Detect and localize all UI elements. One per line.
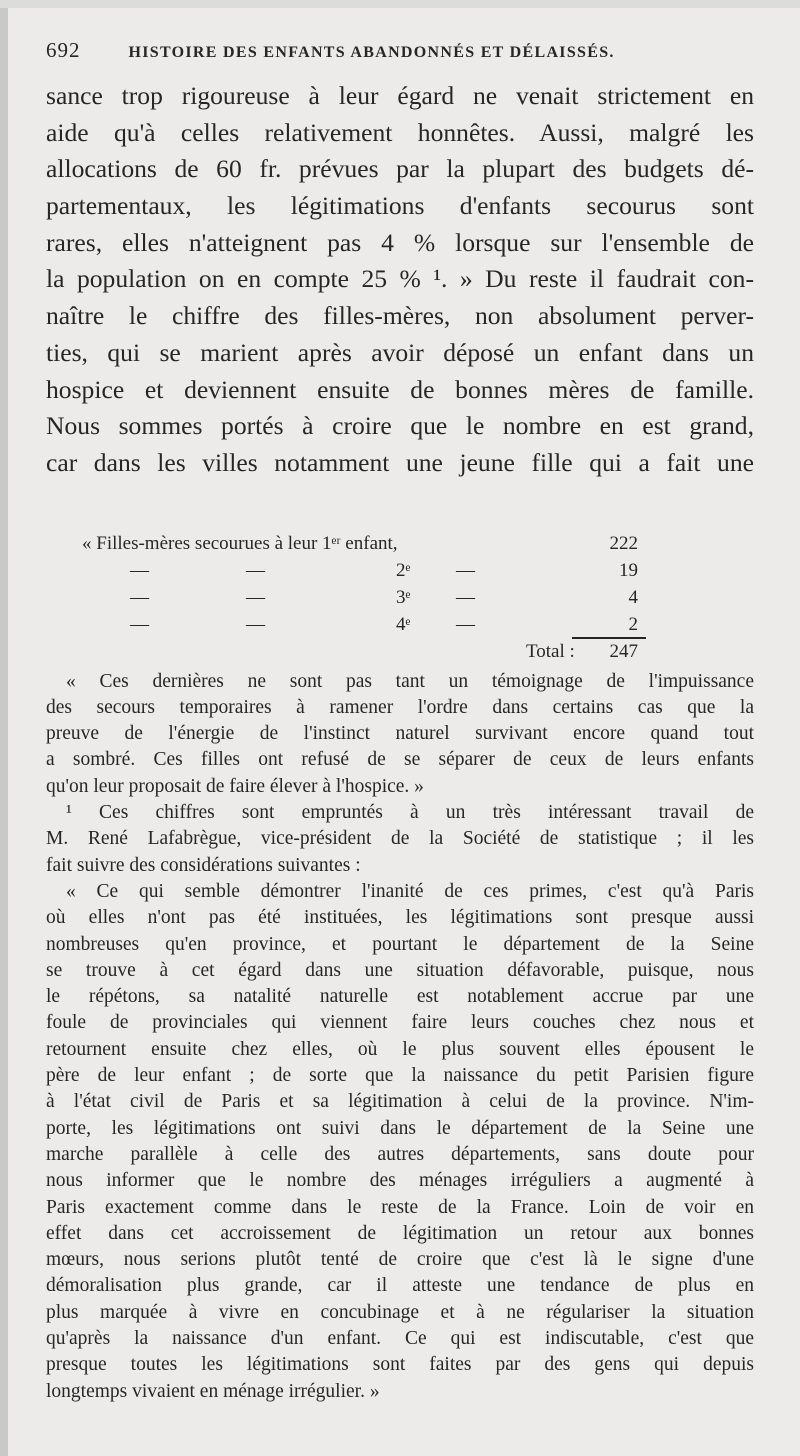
small-text-line: « Ces dernières ne sont pas tant un témoignage de l'impuissance xyxy=(66,670,754,692)
small-text-line: effet dans cet accroissement de légitimation un retour aux bonnes xyxy=(46,1222,754,1244)
quotation-and-footnote xyxy=(46,669,754,1405)
table-total-row xyxy=(46,638,754,665)
row-value: 4 xyxy=(628,586,638,608)
small-text-line: qu'après la naissance d'un enfant. Ce qui est indiscutable, c'est que xyxy=(46,1327,754,1349)
ditto-mark: — xyxy=(246,613,265,635)
total-label: Total : xyxy=(526,640,575,662)
small-text-line: ¹ Ces chiffres sont empruntés à un très intéressant travail de xyxy=(66,802,754,824)
small-text-line: retournent ensuite chez elles, où le plus souvent elles épousent le xyxy=(46,1038,754,1060)
small-text-line: plus marquée à vivre en concubinage et à ne régulariser la situation xyxy=(46,1301,754,1323)
row-label: « Filles-mères secourues à leur 1ᵉʳ enfant, xyxy=(82,532,398,554)
row-value: 222 xyxy=(609,532,638,554)
text-line: ties, qui se marient après avoir déposé un enfant dans un xyxy=(46,337,754,367)
small-text-line: nous informer que le nombre des ménages irréguliers a augmenté à xyxy=(46,1170,754,1192)
text-line: rares, elles n'atteignent pas 4 % lorsque sur l'ensemble de xyxy=(46,227,754,257)
page-number: 692 xyxy=(46,38,81,62)
small-text-line: Paris exactement comme dans le reste de la France. Loin de voir en xyxy=(46,1196,754,1218)
ditto-mark: — xyxy=(246,586,265,608)
text-line: aide qu'à celles relativement honnêtes. Aussi, malgré les xyxy=(46,117,754,147)
text-line: hospice et deviennent ensuite de bonnes mères de famille. xyxy=(46,374,754,404)
total-value: 247 xyxy=(609,640,638,662)
main-text xyxy=(46,78,754,482)
ditto-mark: — xyxy=(456,613,475,635)
small-text-line: a sombré. Ces filles ont refusé de se séparer de ceux de leurs enfants xyxy=(46,749,754,771)
table-row xyxy=(46,557,754,584)
small-text-line: des secours temporaires à ramener l'ordre dans certains cas que la xyxy=(46,696,754,718)
ditto-mark: — xyxy=(130,559,149,581)
small-text-line: presque toutes les légitimations sont faites par des gens qui depuis xyxy=(46,1354,754,1376)
small-text-line: preuve de l'énergie de l'instinct naturel survivant encore quand tout xyxy=(46,723,754,745)
row-ordinal: 4ᵉ xyxy=(396,613,411,635)
ditto-mark: — xyxy=(130,586,149,608)
text-line: sance trop rigoureuse à leur égard ne venait strictement en xyxy=(46,81,754,110)
table-row xyxy=(46,530,754,557)
ditto-mark: — xyxy=(246,559,265,581)
table-row xyxy=(46,611,754,638)
small-text-line: « Ce qui semble démontrer l'inanité de ces primes, c'est qu'à Paris xyxy=(66,880,754,902)
ditto-mark: — xyxy=(130,613,149,635)
small-text-line: où elles n'ont pas été instituées, les légitimations sont presque aussi xyxy=(46,907,754,929)
text-line: car dans les villes notamment une jeune fille qui a fait une xyxy=(46,447,754,477)
small-text-line: qu'on leur proposait de faire élever à l'hospice. » xyxy=(46,775,424,797)
small-text-line: longtemps vivaient en ménage irrégulier. » xyxy=(46,1380,380,1402)
page-edge-shadow xyxy=(0,0,8,1456)
text-line: Nous sommes portés à croire que le nombre en est grand, xyxy=(46,411,754,441)
text-line: naître le chiffre des filles-mères, non absolument perver- xyxy=(46,301,754,331)
statistics-table xyxy=(46,530,754,665)
small-text-line: mœurs, nous serions plutôt tenté de croire que c'est là le signe d'une xyxy=(46,1249,754,1271)
table-row xyxy=(46,584,754,611)
ditto-mark: — xyxy=(456,559,475,581)
text-line: allocations de 60 fr. prévues par la plupart des budgets dé- xyxy=(46,154,754,184)
running-head: HISTOIRE DES ENFANTS ABANDONNÉS ET DÉLAISSÉS. xyxy=(128,44,615,61)
row-value: 19 xyxy=(619,559,638,581)
small-text-line: M. René Lafabrègue, vice-président de la Société de statistique ; il les xyxy=(46,828,754,850)
page-header xyxy=(46,38,754,78)
small-text-line: nombreuses qu'en province, et pourtant le département de la Seine xyxy=(46,933,754,955)
small-text-line: le répétons, sa natalité naturelle est notablement accrue par une xyxy=(46,986,754,1008)
small-text-line: porte, les légitimations ont suivi dans le département de la Seine une xyxy=(46,1117,754,1139)
small-text-line: marche parallèle à celle des autres départements, sans doute pour xyxy=(46,1143,754,1165)
small-text-line: foule de provinciales qui viennent faire leurs couches chez nous et xyxy=(46,1012,754,1034)
text-line: la population on en compte 25 % ¹. » Du reste il faudrait con- xyxy=(46,264,754,294)
small-text-line: démoralisation plus grande, car il atteste une tendance de plus en xyxy=(46,1275,754,1297)
row-ordinal: 2ᵉ xyxy=(396,559,411,581)
row-value: 2 xyxy=(628,613,638,635)
small-text-line: père de leur enfant ; de sorte que la naissance du petit Parisien figure xyxy=(46,1065,754,1087)
small-text-line: se trouve à cet égard dans une situation défavorable, puisque, nous xyxy=(46,959,754,981)
small-text-line: fait suivre des considérations suivantes : xyxy=(46,854,361,876)
text-line: partementaux, les légitimations d'enfants secourus sont xyxy=(46,191,754,221)
row-ordinal: 3ᵉ xyxy=(396,586,411,608)
ditto-mark: — xyxy=(456,586,475,608)
small-text-line: à l'état civil de Paris et sa légitimation à celui de la province. N'im- xyxy=(46,1091,754,1113)
page-top-edge xyxy=(0,0,800,8)
